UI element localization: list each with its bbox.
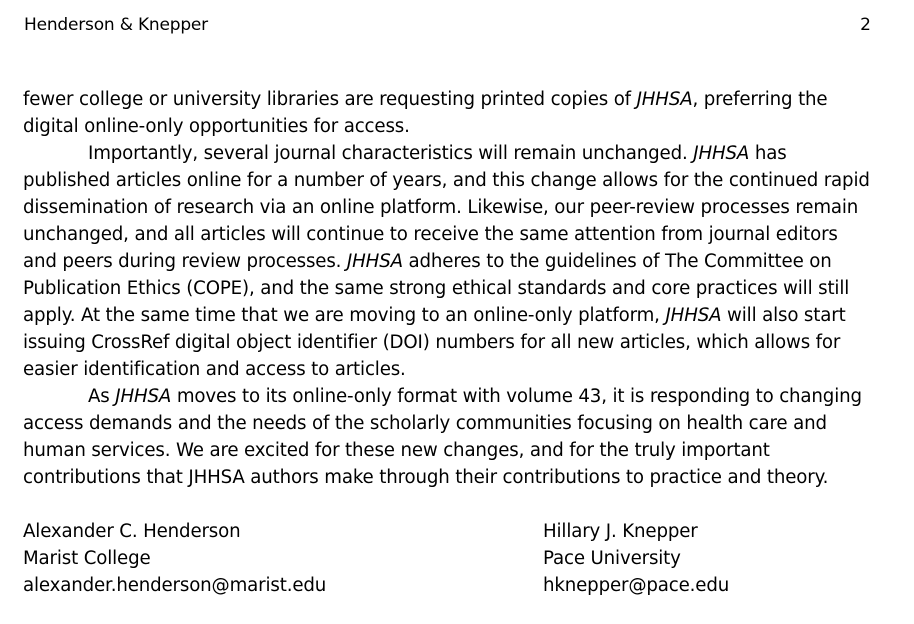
author-email: alexander.henderson@marist.edu bbox=[23, 575, 327, 596]
page-number: 2 bbox=[860, 15, 871, 35]
signature-block-right bbox=[543, 518, 729, 599]
journal-name-italic: JHHSA bbox=[636, 89, 693, 110]
paragraph-2-text-4: will also start issuing CrossRef digital object identifier (DOI) numbers for all new articles, which allows for easier identification and access to articles. bbox=[23, 305, 846, 380]
author-name: Alexander C. Henderson bbox=[23, 521, 241, 542]
author-name: Hillary J. Knepper bbox=[543, 521, 698, 542]
body-text bbox=[23, 86, 873, 491]
paragraph-2-text-2: has published articles online for a number of years, and this change allows for the continued rapid dissemination of research via an online platform. Likewise, our peer-review processes remain unchanged, and all articles will continue to receive the same attention from journal editors and peers during review processes. bbox=[23, 143, 870, 272]
running-head: Henderson & Knepper bbox=[24, 15, 208, 35]
journal-name-italic: JHHSA bbox=[115, 386, 172, 407]
paragraph-1-text-2: , preferring the digital online-only opportunities for access. bbox=[23, 89, 828, 137]
paragraph-2-text-3: adheres to the guidelines of The Committee on Publication Ethics (COPE), and the same strong ethical standards and core practices will still apply. At the same time that we are moving to an online-only platform, bbox=[23, 251, 850, 326]
author-affiliation: Pace University bbox=[543, 548, 681, 569]
journal-name-italic: JHHSA bbox=[665, 305, 722, 326]
author-email: hknepper@pace.edu bbox=[543, 575, 730, 596]
journal-name-italic: JHHSA bbox=[693, 143, 750, 164]
paragraph-2-text-1: Importantly, several journal characteristics will remain unchanged. bbox=[88, 143, 694, 164]
signature-block-left bbox=[23, 518, 326, 599]
paragraph-1 bbox=[23, 86, 873, 140]
paragraph-3 bbox=[23, 383, 873, 491]
journal-name-italic: JHHSA bbox=[346, 251, 403, 272]
paragraph-3-text-1: As bbox=[88, 386, 116, 407]
paragraph-3-text-2: moves to its online-only format with volume 43, it is responding to changing access demands and the needs of the scholarly communities focusing on health care and human services. We are excited for these new changes, and for the truly important contributions that JHHSA authors make through their contributions to practice and theory. bbox=[23, 386, 862, 488]
paragraph-2 bbox=[23, 140, 873, 383]
author-affiliation: Marist College bbox=[23, 548, 151, 569]
paragraph-1-text-1: fewer college or university libraries are requesting printed copies of bbox=[23, 89, 637, 110]
